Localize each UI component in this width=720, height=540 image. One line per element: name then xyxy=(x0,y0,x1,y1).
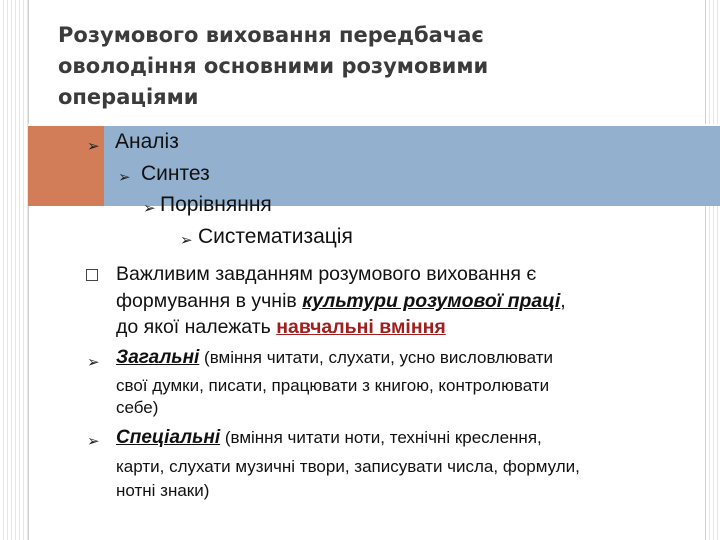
arrow-bullet-icon: ➢ xyxy=(143,199,156,217)
special-heading: Спеціальні xyxy=(116,427,221,448)
operation-item: Систематизація xyxy=(198,225,353,248)
general-text: (вміння читати, слухати, усно висловлювати xyxy=(199,348,553,367)
main-point-line xyxy=(116,316,446,338)
operation-item: Синтез xyxy=(141,162,210,185)
slide-title xyxy=(58,20,658,113)
general-skills-line xyxy=(116,346,553,370)
title-line: операціями xyxy=(58,85,199,109)
arrow-bullet-icon: ➢ xyxy=(180,231,193,249)
main-point-text: до якої належать xyxy=(116,316,277,338)
special-text: (вміння читати ноти, технічні креслення, xyxy=(220,428,542,447)
square-bullet-icon xyxy=(86,269,98,281)
title-line: оволодіння основними розумовими xyxy=(58,54,489,78)
main-point-text: , xyxy=(560,290,566,312)
operation-item: Порівняння xyxy=(160,193,272,216)
special-skills-line: карти, слухати музичні твори, записувати числа, формули, xyxy=(116,457,580,476)
arrow-bullet-icon: ➢ xyxy=(118,168,131,186)
title-line: Розумового виховання передбачає xyxy=(58,23,484,47)
band-divider xyxy=(28,124,720,126)
main-point-text: формування в учнів xyxy=(116,290,303,312)
left-border-pattern xyxy=(0,0,28,540)
general-skills-line: свої думки, писати, працювати з книгою, контролювати xyxy=(116,376,550,395)
special-skills-line xyxy=(116,426,542,450)
culture-emphasis: культури розумової праці xyxy=(302,290,561,312)
arrow-bullet-icon: ➢ xyxy=(87,353,100,371)
skills-emphasis: навчальні вміння xyxy=(276,316,446,338)
general-heading: Загальні xyxy=(116,347,200,368)
main-point-line xyxy=(116,290,566,312)
right-border-pattern xyxy=(706,0,720,540)
arrow-bullet-icon: ➢ xyxy=(87,137,100,155)
right-border-line xyxy=(705,0,706,540)
special-skills-line: нотні знаки) xyxy=(116,481,210,500)
left-border-line xyxy=(28,0,29,540)
arrow-bullet-icon: ➢ xyxy=(87,432,100,450)
operation-item: Аналіз xyxy=(115,130,179,153)
main-point-line: Важливим завданням розумового виховання є xyxy=(116,263,537,285)
general-skills-line: себе) xyxy=(116,398,159,417)
